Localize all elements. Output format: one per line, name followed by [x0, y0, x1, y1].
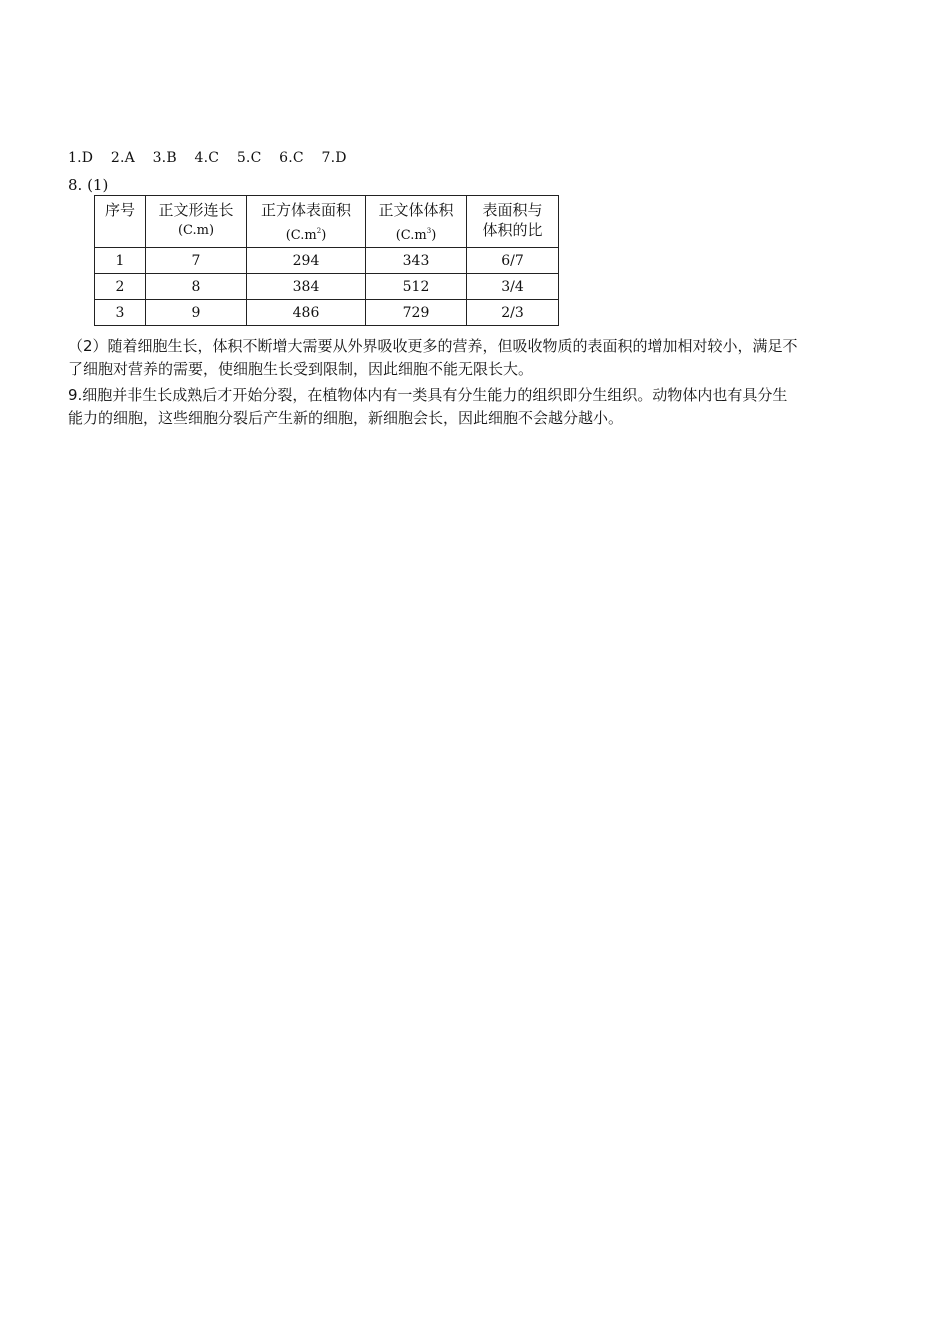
answer-key-line: [68, 150, 360, 166]
answer-6: 6.C: [279, 150, 304, 166]
answer-5: 5.C: [236, 150, 262, 166]
answer-1: 1.D: [68, 150, 94, 166]
header-edge-length: 正文形连长 (C.m): [146, 196, 247, 248]
paragraph-line: 9.细胞并非生长成熟后才开始分裂，在植物体内有一类具有分生能力的组织即分生组织。动物体内也有具分生: [68, 386, 788, 404]
question-8-part-2-answer: [68, 335, 888, 381]
table-row: 3 9 486 729 2/3: [95, 300, 559, 326]
answer-7: 7.D: [321, 150, 347, 166]
header-volume: 正文体体积 $(C.m^3)$: [366, 196, 467, 248]
table-header-row: [95, 196, 559, 248]
paragraph-line: （2）随着细胞生长，体积不断增大需要从外界吸收更多的营养，但吸收物质的表面积的增加相对较小，满足不: [68, 337, 798, 355]
question-8-label: 8. (1): [68, 176, 109, 194]
answer-4: 4.C: [194, 150, 220, 166]
header-ratio: 表面积与 体积的比: [467, 196, 559, 248]
question-9-answer: [68, 384, 888, 430]
answer-3: 3.B: [152, 150, 177, 166]
header-index: 序号: [95, 196, 146, 248]
table-row: 2 8 384 512 3/4: [95, 274, 559, 300]
cube-data-table: [94, 195, 559, 326]
header-surface-area: 正方体表面积 $(C.m^2)$: [247, 196, 366, 248]
answer-2: 2.A: [110, 150, 135, 166]
paragraph-line: 了细胞对营养的需要，使细胞生长受到限制，因此细胞不能无限长大。: [68, 360, 534, 378]
table-row: 1 7 294 343 6/7: [95, 248, 559, 274]
paragraph-line: 能力的细胞，这些细胞分裂后产生新的细胞，新细胞会长，因此细胞不会越分越小。: [68, 409, 624, 427]
